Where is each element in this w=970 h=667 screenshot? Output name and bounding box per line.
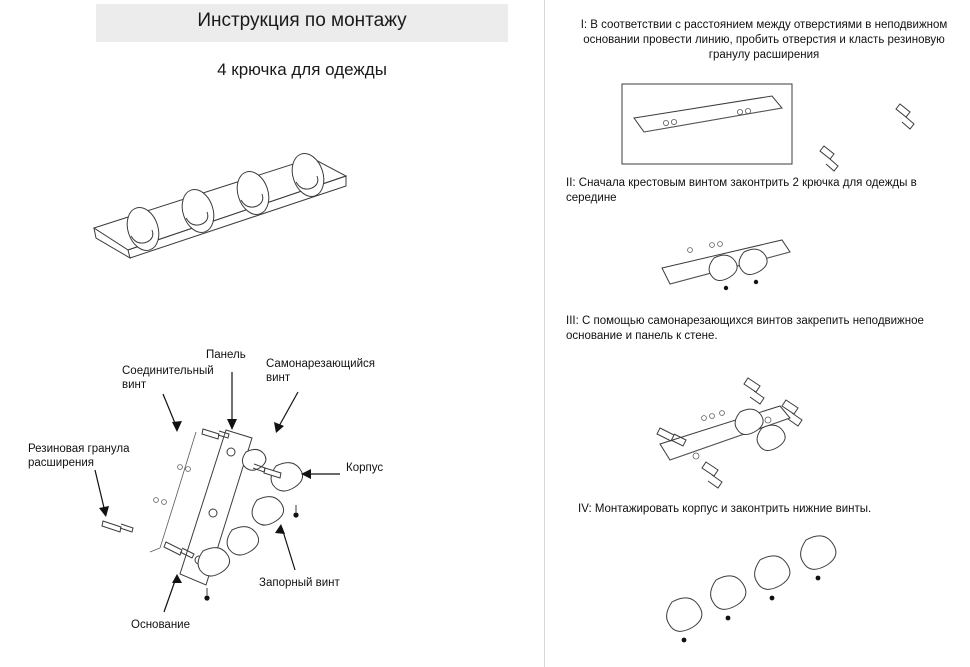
- label-locking-screw: Запорный винт: [259, 577, 340, 589]
- page-title: Инструкция по монтажу: [197, 10, 407, 31]
- step-4-drawing: [667, 536, 836, 643]
- label-rubber-expansion-granule: Резиновая гранула расширения: [28, 443, 130, 469]
- step-3-drawing: [657, 378, 802, 488]
- step-3-text: III: С помощью самонарезающихся винтов закрепить неподвижное основание и панель к стене.: [566, 315, 924, 342]
- step-1-drawing: [622, 84, 914, 171]
- label-base: Основание: [131, 619, 190, 631]
- product-overview-drawing: [94, 149, 346, 258]
- page-subtitle: 4 крючка для одежды: [217, 60, 387, 79]
- label-body: Корпус: [346, 462, 384, 474]
- column-divider: [544, 0, 545, 667]
- step-2-text: II: Сначала крестовым винтом законтрить 2 крючка для одежды в середине: [566, 177, 917, 204]
- step-2-drawing: [662, 240, 790, 290]
- step-4-text: IV: Монтажировать корпус и законтрить нижние винты.: [578, 503, 872, 515]
- step-1-text: I: В соответствии с расстоянием между отверстиями в неподвижном основании провести линию, пробить отверстия и класть резиновую гранулу расширения: [580, 19, 948, 61]
- label-connector-screw: Соединительный винт: [122, 365, 214, 391]
- label-panel: Панель: [206, 349, 246, 361]
- label-self-tapping-screw: Самонарезающийся винт: [266, 358, 375, 384]
